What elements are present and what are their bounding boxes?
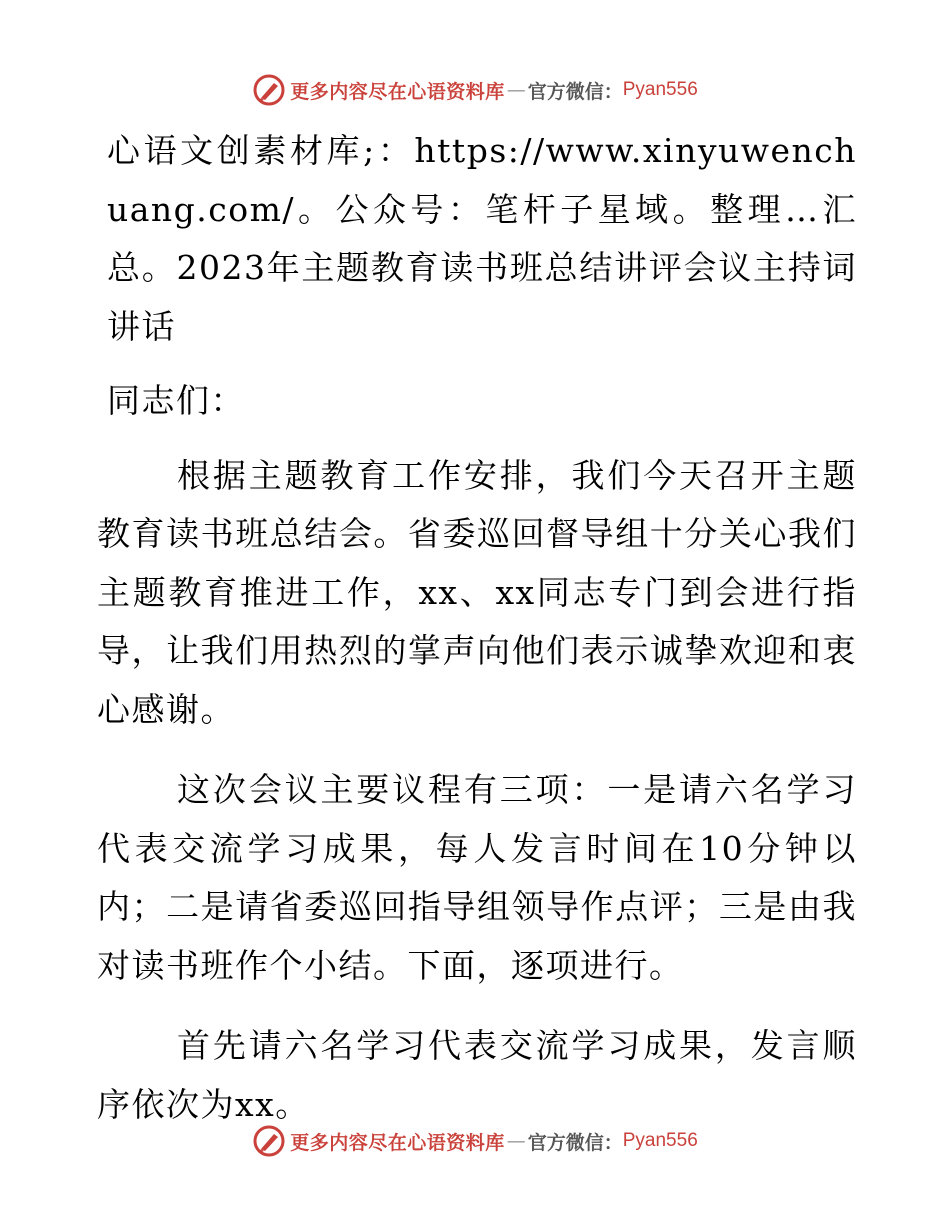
paragraph-3: 首先请六名学习代表交流学习成果，发言顺序依次为xx。 (97, 1026, 857, 1124)
salutation: 同志们： (107, 381, 245, 420)
header-watermark (0, 70, 950, 110)
watermark-wechat-id: Pyan556 (622, 1130, 698, 1151)
document-body (97, 122, 857, 1134)
watermark-text: 更多内容尽在心语资料库 (290, 80, 505, 103)
document-intro: 心语文创素材库;：https://www.xinyuwenchuang.com/。公众号：笔杆子星域。整理…汇总。2023年主题教育读书班总结讲评会议主持词讲话 (107, 131, 857, 346)
watermark-dash: — (506, 79, 526, 101)
paragraph-1: 根据主题教育工作安排，我们今天召开主题教育读书班总结会。省委巡回督导组十分关心我们主题教育推进工作，xx、xx同志专门到会进行指导，让我们用热烈的掌声向他们表示诚挚欢迎和衷心感谢。 (97, 455, 857, 729)
watermark-label: 官方微信： (527, 1131, 623, 1154)
watermark-text: 更多内容尽在心语资料库 (290, 1131, 505, 1154)
watermark-dash: — (506, 1130, 526, 1152)
pen-logo-icon (252, 1124, 286, 1158)
pen-logo-icon (252, 73, 286, 107)
footer-watermark (0, 1121, 950, 1161)
watermark-wechat-id: Pyan556 (622, 79, 698, 100)
watermark-label: 官方微信： (527, 80, 623, 103)
paragraph-2: 这次会议主要议程有三项：一是请六名学习代表交流学习成果，每人发言时间在10分钟以内；二是请省委巡回指导组领导作点评；三是由我对读书班作个小结。下面，逐项进行。 (97, 770, 857, 985)
